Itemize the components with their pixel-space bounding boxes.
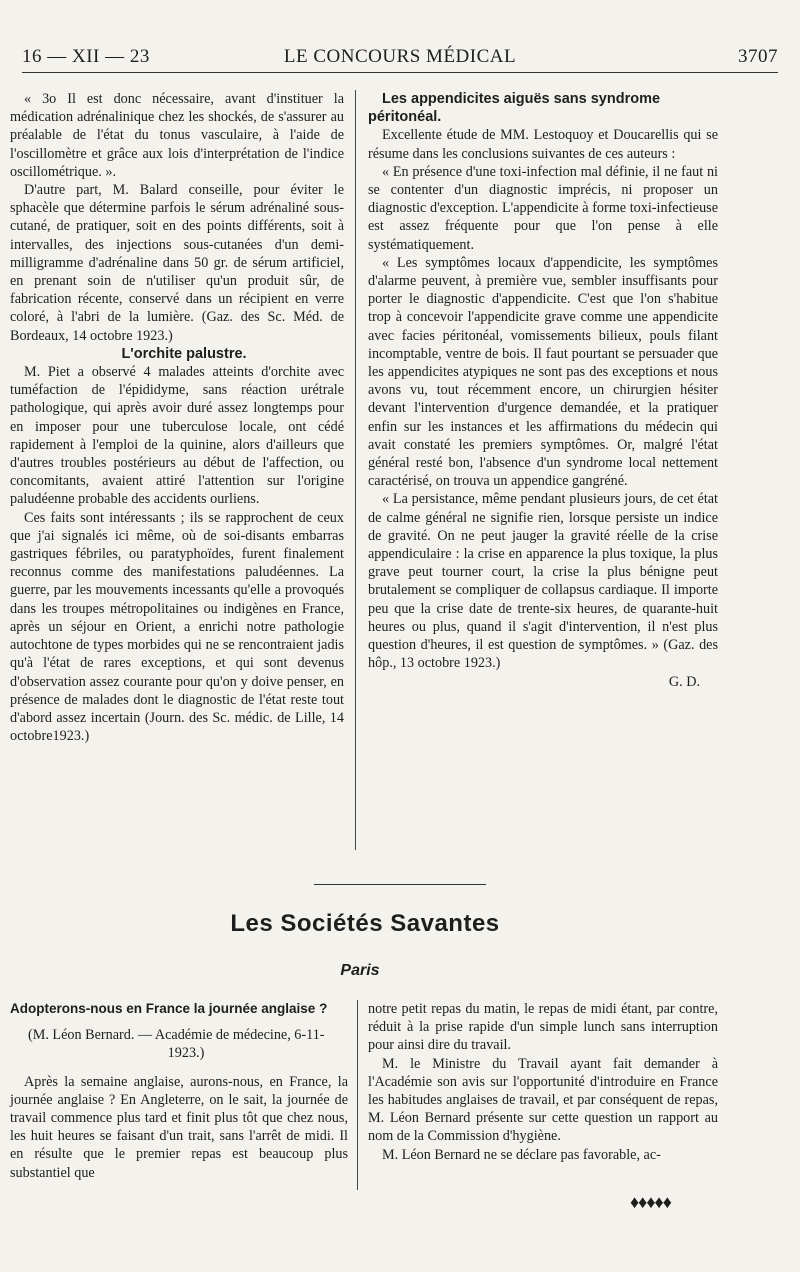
paragraph: « En présence d'une toxi-infection mal définie, il ne faut ni se contenter d'un diagnostic imprécis, ni proposer un diagnostic d'exception. L'appendicite à forme toxi-infectieuse est assez fréquente pour que l'on pense à elle systématiquement. xyxy=(368,163,718,253)
left-column-top xyxy=(10,90,344,745)
header-rule xyxy=(22,72,778,73)
article-heading: Adopterons-nous en France la journée anglaise ? xyxy=(10,1001,328,1016)
article-reference: (M. Léon Bernard. — Académie de médecine, 6-11- xyxy=(28,1027,325,1044)
diamond-ornament: ♦♦♦♦♦ xyxy=(630,1192,671,1212)
paragraph: « Les symptômes locaux d'appendicite, les symptômes d'alarme peuvent, à première vue, sembler insuffisants pour porter le diagnostic d'appendicite. C'est que l'on s'habitue trop à concevoir l'appendicite grave comme une appendicite avec facies péritonéal, vomissements bilieux, pouls filant incomptable, ventre de bois. Il faut pourtant se persuader que les appendicites atypiques ne sont pas des exceptions et nous avons vu, tout récemment encore, un chirurgien hésiter devant l'intervention d'urgence demandée, et la pratiquer enfin sur les instances et les affirmations du médecin qui avait constaté les premiers symptômes. Or, malgré l'état général resté bon, l'absence d'un syndrome local nettement caractérisé, on trouva un appendice gangréné. xyxy=(368,254,718,490)
signature: G. D. xyxy=(668,673,700,690)
section-title: Les Sociétés Savantes xyxy=(230,910,500,937)
journal-title: LE CONCOURS MÉDICAL xyxy=(283,46,517,67)
left-column-bottom xyxy=(10,1000,348,1182)
right-column-bottom xyxy=(368,1000,718,1164)
paragraph: « La persistance, même pendant plusieurs jours, de cet état de calme général ne signifie rien, lorsque persiste un indice de gravité. On ne peut jauger la gravité réelle de la crise appendiculaire : la crise en apparence la plus toxique, la plus grave peut tourner court, la crise la plus bénigne peut brutalement se compliquer de collapsus cardiaque. Il importe peu que la crise date de trente-six heures, de quarante-huit heures ou plus, quand il s'agit d'intervention, il n'est plus question d'heures, il est question de symptômes. » (Gaz. des hôp., 13 octobre 1923.) xyxy=(368,491,718,672)
paragraph: Ces faits sont intéressants ; ils se rapprochent de ceux que j'ai signalés ici même, où de soi-disants embarras gastriques fébriles, ou paratyphoïdes, furent finalement reconnus comme des manifestations paludéennes. La guerre, par les mouvements incessants qu'elle a provoqués dans les troupes métropolitaines ou indigènes en France, après un séjour en Orient, a enrichi notre pathologie autochtone de types morbides qui ne se rencontraient jadis qu'à l'état de rares exceptions, et qui sont devenus d'observation assez courante pour qu'on y doive penser, en présence de malades dont le diagnostic de l'état reste tout d'abord assez incertain (Journ. des Sc. médic. de Lille, 14 octobre1923.) xyxy=(10,509,344,745)
page-date: 16 — XII — 23 xyxy=(22,46,150,67)
paragraph: D'autre part, M. Balard conseille, pour éviter le sphacèle que détermine parfois le sérum adrénaliné sous-cutané, de pratiquer, soit en des points différents, soit à intervalles, des injections sous-cutanées d'un demi-milligramme d'adrénaline dans 50 gr. de sérum artificiel, en prenant soin de n'utiliser qu'un produit sûr, de fabrication récente, conservé dans un récipient en verre coloré, à l'abri de la lumière. (Gaz. des Sc. Méd. de Bordeaux, 14 octobre 1923.) xyxy=(10,182,344,344)
appendicite-heading: Les appendicites aiguës sans syndrome péritonéal. xyxy=(368,91,661,126)
paragraph: « 3o Il est donc nécessaire, avant d'instituer la médication adrénalinique chez les shockés, de s'assurer au préalable de l'état du tonus vasculaire, à l'aide de l'oscillomètre et grâce aux lois d'interprétation de l'indice oscillométrique. ». xyxy=(10,91,344,180)
paragraph: M. le Ministre du Travail ayant fait demander à l'Académie son avis sur l'opportunité d'introduire en France les habitudes anglaises de travail, et par conséquent de repas, M. Léon Bernard présente sur cette question un rapport au nom de la Commission d'hygiène. xyxy=(368,1055,718,1145)
article-reference-year: 1923.) xyxy=(167,1045,205,1062)
running-head xyxy=(22,46,778,70)
column-divider-bottom xyxy=(357,1000,358,1190)
paragraph: M. Piet a observé 4 malades atteints d'orchite avec tuméfaction de l'épididyme, sans réaction urétrale pathologique, qui après avoir duré assez longtemps pour en imposer pour une tuberculose locale, ont cédé rapidement à l'emploi de la quinine, alors d'ailleurs que d'autres troubles postérieurs au début de l'affection, ou concomitants, avaient attiré l'attention sur l'origine paludéenne probable des accidents ourliens. xyxy=(10,364,344,508)
right-column-top xyxy=(368,90,718,691)
orchite-subheading: L'orchite palustre. xyxy=(121,345,247,362)
page-number: 3707 xyxy=(738,46,778,67)
paragraph: notre petit repas du matin, le repas de midi étant, par contre, réduit à la prise rapide d'un simple lunch sans interruption pour ainsi dire du travail. xyxy=(368,1001,718,1054)
column-divider xyxy=(355,90,356,850)
section-separator xyxy=(314,884,486,885)
section-city: Paris xyxy=(340,962,380,979)
paragraph: M. Léon Bernard ne se déclare pas favorable, ac- xyxy=(382,1146,661,1163)
paragraph: Après la semaine anglaise, aurons-nous, en France, la journée anglaise ? En Angleterre, on le sait, la journée de travail commence plus tard et finit plus tôt que chez nous, les huit heures se faisant d'un trait, sans l'arrêt de midi. Il en résulte que le premier repas est beaucoup plus substantiel que xyxy=(10,1073,348,1181)
paragraph: Excellente étude de MM. Lestoquoy et Doucarellis qui se résume dans les conclusions suivantes de ces auteurs : xyxy=(368,127,718,162)
